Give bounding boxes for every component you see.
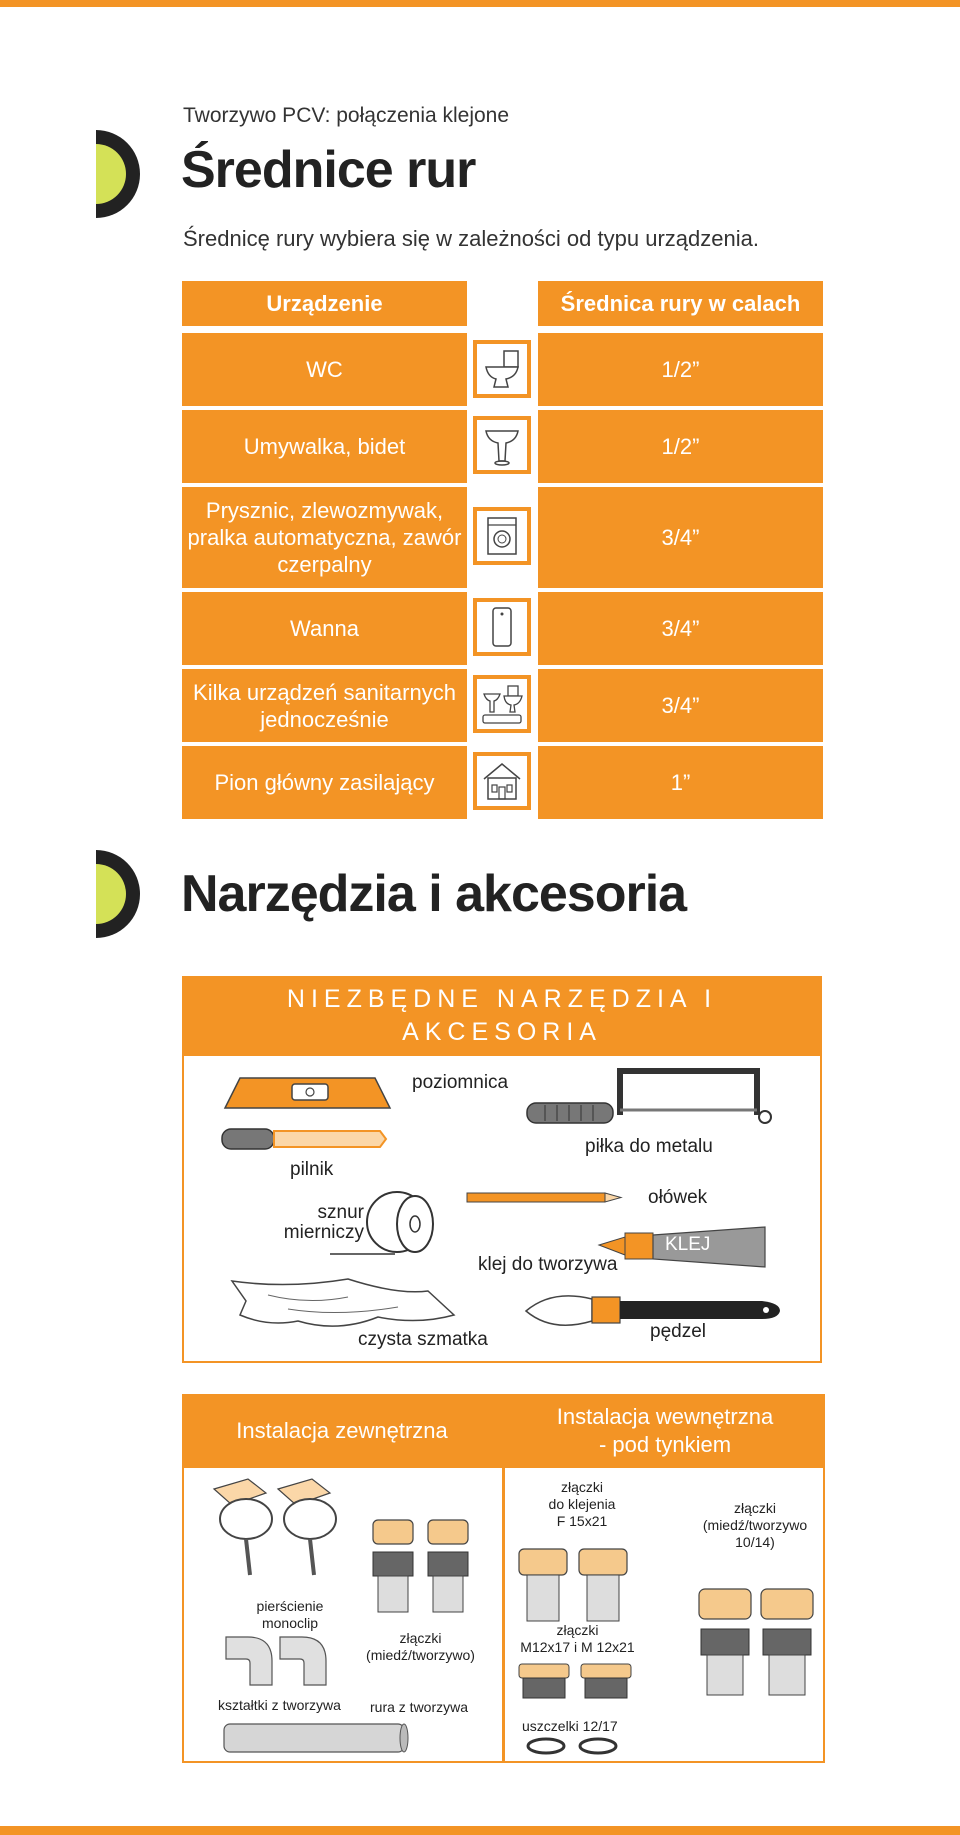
label-cu-fittings-line3: 10/14) bbox=[735, 1534, 775, 1550]
seals-icon bbox=[518, 1736, 628, 1756]
label-pencil: ołówek bbox=[648, 1187, 708, 1208]
label-cu-fittings-line2: (miedź/tworzywo bbox=[702, 1517, 808, 1533]
label-seals: uszczelki 12/17 bbox=[522, 1718, 618, 1734]
section-marker-icon bbox=[96, 850, 140, 938]
bottom-accent-bar bbox=[0, 1826, 960, 1835]
washing-machine-icon bbox=[480, 514, 524, 558]
table-row-icon bbox=[473, 675, 531, 733]
m-fittings-icon bbox=[515, 1662, 640, 1712]
label-tape-line1: sznur bbox=[317, 1202, 364, 1223]
label-pipe: rura z tworzywa bbox=[370, 1699, 469, 1715]
label-level: poziomnica bbox=[412, 1072, 509, 1093]
table-cell-diameter: 1” bbox=[538, 746, 823, 819]
table-row-icon bbox=[473, 598, 531, 656]
label-m-fittings-line1: złączki bbox=[556, 1622, 599, 1638]
table-cell-device: Pion główny zasilający bbox=[182, 746, 467, 819]
plastic-pipe-icon bbox=[220, 1720, 410, 1756]
table-cell-device: Wanna bbox=[182, 592, 467, 665]
glue-tube-label: KLEJ bbox=[665, 1234, 711, 1255]
table-row-icon bbox=[473, 752, 531, 810]
bathroom-set-icon bbox=[480, 682, 524, 726]
label-cu-fittings bbox=[690, 1500, 820, 1551]
label-m-fittings bbox=[510, 1622, 645, 1656]
internal-title-line1: Instalacja wewnętrzna bbox=[556, 1404, 774, 1429]
label-glue: klej do tworzywa bbox=[478, 1254, 618, 1275]
table-header-device: Urządzenie bbox=[182, 281, 467, 326]
label-tape-line2: mierniczy bbox=[283, 1222, 364, 1243]
internal-installation-title bbox=[505, 1394, 825, 1468]
glue-fittings-icon bbox=[515, 1545, 635, 1625]
label-brush: pędzel bbox=[650, 1321, 706, 1342]
installation-divider bbox=[502, 1394, 505, 1763]
table-cell-diameter: 1/2” bbox=[538, 333, 823, 406]
table-row-icon bbox=[473, 507, 531, 565]
section-marker-icon bbox=[96, 130, 140, 218]
label-rings-line1: pierścienie bbox=[256, 1598, 324, 1614]
hacksaw-icon bbox=[525, 1065, 775, 1135]
tools-panel-title: NIEZBĘDNE NARZĘDZIA I AKCESORIA bbox=[182, 976, 822, 1056]
monoclip-rings-icon bbox=[208, 1475, 358, 1595]
external-installation-title: Instalacja zewnętrzna bbox=[182, 1394, 502, 1468]
toilet-icon bbox=[480, 347, 524, 391]
cloth-icon bbox=[228, 1275, 458, 1335]
lead-text: Średnicę rury wybiera się w zależności od typu urządzenia. bbox=[183, 226, 759, 251]
label-fittings-ext-line2: (miedź/tworzywo) bbox=[366, 1647, 475, 1663]
fittings-copper-plastic-icon bbox=[368, 1518, 478, 1618]
internal-title-line2: - pod tynkiem bbox=[598, 1432, 732, 1457]
label-glue-fittings-line2: do klejenia bbox=[548, 1496, 616, 1512]
table-cell-diameter: 3/4” bbox=[538, 669, 823, 742]
file-tool-icon bbox=[220, 1125, 390, 1155]
house-icon bbox=[480, 759, 524, 803]
label-saw: piłka do metalu bbox=[585, 1136, 713, 1157]
table-cell-diameter: 3/4” bbox=[538, 592, 823, 665]
label-m-fittings-line2: M12x17 i M 12x21 bbox=[520, 1639, 635, 1655]
plastic-elbows-icon bbox=[222, 1633, 332, 1688]
section-title-tools: Narzędzia i akcesoria bbox=[181, 865, 687, 923]
label-cloth: czysta szmatka bbox=[358, 1329, 488, 1350]
label-elbows: kształtki z tworzywa bbox=[218, 1697, 341, 1713]
label-glue-fittings bbox=[532, 1479, 632, 1530]
table-cell-diameter: 3/4” bbox=[538, 487, 823, 588]
measuring-tape-icon bbox=[325, 1190, 440, 1260]
table-row-icon bbox=[473, 416, 531, 474]
table-header-diameter: Średnica rury w calach bbox=[538, 281, 823, 326]
label-rings-line2: monoclip bbox=[261, 1615, 319, 1631]
table-cell-diameter: 1/2” bbox=[538, 410, 823, 483]
pencil-icon bbox=[465, 1190, 625, 1206]
top-accent-bar bbox=[0, 0, 960, 7]
label-rings bbox=[240, 1598, 340, 1632]
label-fittings-ext bbox=[358, 1630, 483, 1664]
table-cell-device: WC bbox=[182, 333, 467, 406]
table-cell-device: Prysznic, zlewozmywak, pralka automatyczna, zawór czerpalny bbox=[182, 487, 467, 588]
label-file: pilnik bbox=[290, 1159, 334, 1180]
table-cell-device: Umywalka, bidet bbox=[182, 410, 467, 483]
label-cu-fittings-line1: złączki bbox=[733, 1500, 776, 1516]
cu-fittings-icon bbox=[695, 1585, 820, 1700]
label-glue-fittings-line3: F 15x21 bbox=[556, 1513, 608, 1529]
sink-icon bbox=[480, 423, 524, 467]
table-row-icon bbox=[473, 340, 531, 398]
label-fittings-ext-line1: złączki bbox=[399, 1630, 442, 1646]
table-cell-device: Kilka urządzeń sanitarnych jednocześnie bbox=[182, 669, 467, 742]
bathtub-icon bbox=[480, 605, 524, 649]
page-subtitle: Tworzywo PCV: połączenia klejone bbox=[183, 104, 510, 127]
page-title: Średnice rur bbox=[181, 141, 476, 199]
spirit-level-icon bbox=[220, 1070, 395, 1110]
label-glue-fittings-line1: złączki bbox=[560, 1479, 603, 1495]
